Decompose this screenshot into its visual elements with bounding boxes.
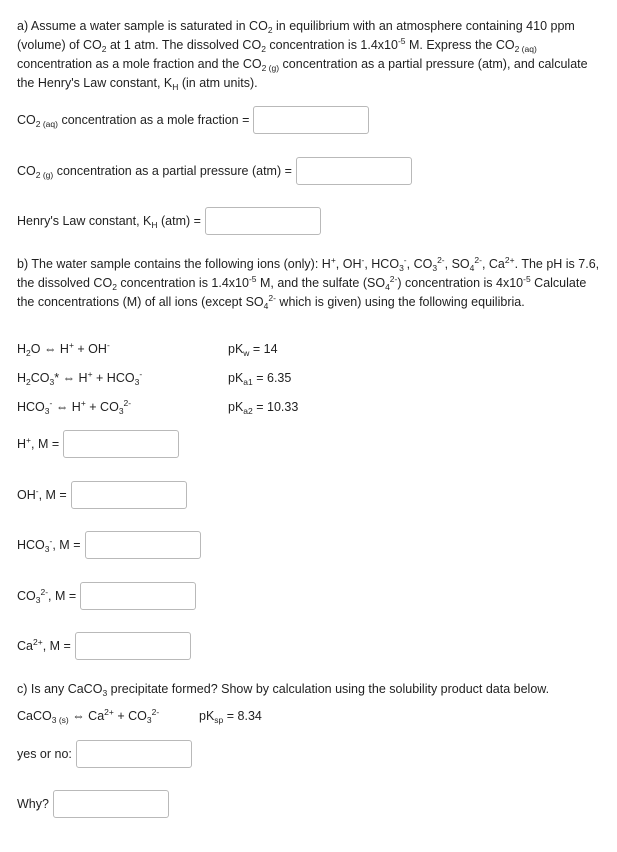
yes-no-row xyxy=(17,738,192,770)
yes-no-input[interactable] xyxy=(76,740,192,768)
oh-ion-input[interactable] xyxy=(71,481,187,509)
henrys-constant-row xyxy=(17,205,321,237)
yes-no-label: yes or no: xyxy=(17,747,72,761)
part-b-question: b) The water sample contains the following ions (only): H+, OH-, $HCO_3^-$, $CO_3^{2-}$, $SO_4^{2-}$, $Ca^{2+}$. The pH is 7.6, the dissolved $CO_2$ concentration is $1.4x10^{-5}$ M, and the sulfate $(SO_4^{2-})$ concentration is $4x10^{-5}$ Calculate the concentrations (M) of all ions (except $SO_4^{2-}$ which is given) using the following equilibria. xyxy=(17,255,600,311)
part-a-question: a) Assume a water sample is saturated in $CO_2$ in equilibrium with an atmosphere containing 410 ppm (volume) of $CO_2$ at 1 atm. The dissolved $CO_2$ concentration is $1.4x10^{-5}$ M. Express the $CO_{2 (aq)}$ concentration as a mole fraction and the $CO_{2 (g)}$ concentration as a partial pressure (atm), and calculate the Henry's Law constant, $K_H$ (in atm units). xyxy=(17,19,588,92)
henrys-constant-label: Henry's Law constant, $K_H$ (atm) = xyxy=(17,214,201,230)
equilibrium-bicarbonate: $HCO_3^-$ ⇔ $H^+ + CO_3^{2-}$ xyxy=(17,398,132,416)
why-input[interactable] xyxy=(53,790,169,818)
why-label: Why? xyxy=(17,797,49,811)
partial-pressure-row xyxy=(17,155,412,187)
co3-ion-label: $CO_3^{2-}$, M = xyxy=(17,587,77,605)
equilibrium-calcium-carbonate: CaCO$_{3 (s)}$ ⇔ $Ca^{2+} + CO_3^{2-}$ xyxy=(17,707,160,725)
ca-ion-row xyxy=(17,630,191,662)
ca-ion-input[interactable] xyxy=(75,632,191,660)
mole-fraction-row xyxy=(17,104,369,136)
hco3-ion-row xyxy=(17,529,201,561)
partial-pressure-label: $CO_{2 (g)}$ concentration as a partial pressure (atm) = xyxy=(17,164,292,180)
co3-ion-row xyxy=(17,580,196,612)
h-ion-input[interactable] xyxy=(63,430,179,458)
equilibrium-carbonic-acid: $H_2CO_3*$ ⇔ $H^+ + HCO_3^-$ xyxy=(17,369,143,387)
ca-ion-label: $Ca^{2+}$, M = xyxy=(17,637,71,653)
why-row xyxy=(17,788,169,820)
hco3-ion-label: $HCO_3^-$, M = xyxy=(17,536,81,554)
pka2-value: $pK_{a2} = 10.33$ xyxy=(228,400,299,416)
pksp-value: $pK_{sp} = 8.34$ xyxy=(199,709,262,725)
mole-fraction-label: $CO_{2 (aq)}$ concentration as a mole fraction = xyxy=(17,113,250,129)
oh-ion-row xyxy=(17,479,187,511)
henrys-constant-input[interactable] xyxy=(205,207,321,235)
pkw-value: $pK_w = 14$ xyxy=(228,342,278,358)
co3-ion-input[interactable] xyxy=(80,582,196,610)
h-ion-label: H+, M = xyxy=(17,435,60,451)
pka1-value: $pK_{a1} = 6.35$ xyxy=(228,371,292,387)
h-ion-row xyxy=(17,428,179,460)
equilibrium-water: $H_2O$ ⇔ H+ + OH- xyxy=(17,340,110,358)
oh-ion-label: OH-, M = xyxy=(17,486,67,502)
hco3-ion-input[interactable] xyxy=(85,531,201,559)
mole-fraction-input[interactable] xyxy=(253,106,369,134)
partial-pressure-input[interactable] xyxy=(296,157,412,185)
part-c-question: c) Is any CaCO$_3$ precipitate formed? Show by calculation using the solubility product data below. xyxy=(17,682,550,698)
